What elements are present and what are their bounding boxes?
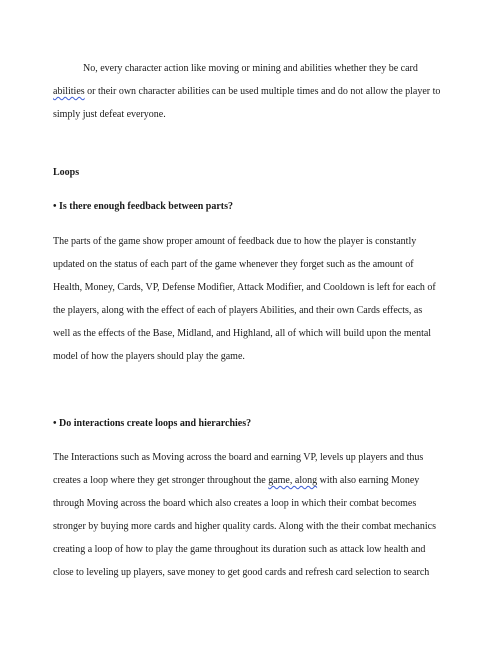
question-heading-loops: • Do interactions create loops and hierarchies? xyxy=(53,418,252,429)
intro-line-1: No, every character action like moving or mining and abilities whether they be card xyxy=(83,63,418,74)
loops-paragraph xyxy=(53,446,458,584)
feedback-line: the players, along with the effect of each of players Abilities, and their own Cards effects, as xyxy=(53,305,423,316)
loops-line-5: creating a loop of how to play the game throughout its duration such as attack low health and xyxy=(53,544,426,555)
feedback-line: well as the effects of the Base, Midland, and Highland, all of which will build upon the mental xyxy=(53,328,432,339)
feedback-line: updated on the status of each part of the game whenever they forget such as the amount of xyxy=(53,259,414,270)
intro-paragraph xyxy=(53,57,458,126)
loops-line-2: creates a loop where they get stronger throughout the game, along with also earning Money xyxy=(53,475,420,486)
section-heading-loops: Loops xyxy=(53,167,80,178)
spellcheck-flag: game, along xyxy=(268,475,318,486)
feedback-line: model of how the players should play the game. xyxy=(53,351,245,362)
loops-line-4: stronger by buying more cards and higher quality cards. Along with the their combat mechanics xyxy=(53,521,436,532)
loops-line-1: The Interactions such as Moving across the board and earning VP, levels up players and thus xyxy=(53,452,424,463)
loops-line-6: close to leveling up players, save money to get good cards and refresh card selection to search xyxy=(53,567,430,578)
spellcheck-flag: abilities xyxy=(53,86,85,97)
loops-line-3: through Moving across the board which also creates a loop in which their combat becomes xyxy=(53,498,417,509)
intro-line-2: abilities or their own character abilities can be used multiple times and do not allow the player to xyxy=(53,86,441,97)
feedback-paragraph xyxy=(53,230,458,368)
feedback-line: The parts of the game show proper amount of feedback due to how the player is constantly xyxy=(53,236,417,247)
intro-line-3: simply just defeat everyone. xyxy=(53,109,166,120)
feedback-line: Health, Money, Cards, VP, Defense Modifier, Attack Modifier, and Cooldown is left for each of xyxy=(53,282,436,293)
question-heading-feedback: • Is there enough feedback between parts? xyxy=(53,201,233,212)
